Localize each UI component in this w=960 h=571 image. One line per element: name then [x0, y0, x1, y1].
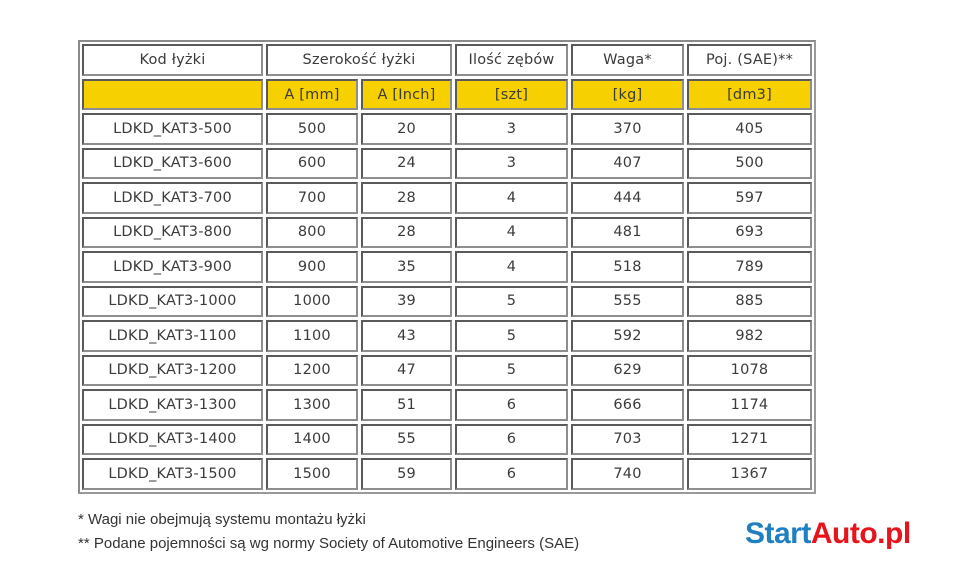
- cell-width-mm: 1000: [266, 286, 358, 318]
- footnotes: [78, 508, 579, 556]
- cell-teeth: 6: [455, 458, 568, 490]
- unit-width-inch: A [Inch]: [361, 79, 452, 110]
- unit-width-mm: A [mm]: [266, 79, 358, 110]
- header-bucket-code: Kod łyżki: [82, 44, 263, 76]
- unit-teeth: [szt]: [455, 79, 568, 110]
- cell-teeth: 5: [455, 355, 568, 387]
- cell-width-mm: 800: [266, 217, 358, 249]
- cell-bucket-code: LDKD_KAT3-1400: [82, 424, 263, 456]
- cell-weight: 518: [571, 251, 684, 283]
- cell-weight: 407: [571, 148, 684, 180]
- table-row: [82, 251, 812, 283]
- cell-capacity: 405: [687, 113, 812, 145]
- cell-width-mm: 700: [266, 182, 358, 214]
- cell-bucket-code: LDKD_KAT3-1500: [82, 458, 263, 490]
- cell-capacity: 693: [687, 217, 812, 249]
- header-row: [82, 44, 812, 76]
- table-row: [82, 182, 812, 214]
- footnote-weight: * Wagi nie obejmują systemu montażu łyżki: [78, 511, 366, 528]
- cell-bucket-code: LDKD_KAT3-1000: [82, 286, 263, 318]
- cell-capacity: 1174: [687, 389, 812, 421]
- cell-teeth: 5: [455, 320, 568, 352]
- table-row: [82, 320, 812, 352]
- cell-bucket-code: LDKD_KAT3-1200: [82, 355, 263, 387]
- cell-capacity: 597: [687, 182, 812, 214]
- cell-width-inch: 55: [361, 424, 452, 456]
- cell-capacity: 500: [687, 148, 812, 180]
- cell-width-inch: 28: [361, 217, 452, 249]
- cell-capacity: 789: [687, 251, 812, 283]
- table-row: [82, 148, 812, 180]
- cell-width-mm: 900: [266, 251, 358, 283]
- cell-width-inch: 35: [361, 251, 452, 283]
- cell-teeth: 6: [455, 389, 568, 421]
- cell-teeth: 3: [455, 113, 568, 145]
- cell-width-mm: 1200: [266, 355, 358, 387]
- cell-width-inch: 24: [361, 148, 452, 180]
- cell-bucket-code: LDKD_KAT3-700: [82, 182, 263, 214]
- table-row: [82, 113, 812, 145]
- header-teeth-count: Ilość zębów: [455, 44, 568, 76]
- cell-teeth: 5: [455, 286, 568, 318]
- bucket-spec-table: [79, 41, 815, 493]
- cell-width-inch: 51: [361, 389, 452, 421]
- table-row: [82, 355, 812, 387]
- cell-weight: 592: [571, 320, 684, 352]
- cell-teeth: 4: [455, 217, 568, 249]
- cell-weight: 444: [571, 182, 684, 214]
- table-row: [82, 424, 812, 456]
- cell-capacity: 1271: [687, 424, 812, 456]
- header-capacity: Poj. (SAE)**: [687, 44, 812, 76]
- cell-weight: 370: [571, 113, 684, 145]
- cell-teeth: 3: [455, 148, 568, 180]
- units-row: [82, 79, 812, 110]
- cell-capacity: 1367: [687, 458, 812, 490]
- cell-bucket-code: LDKD_KAT3-800: [82, 217, 263, 249]
- table-row: [82, 286, 812, 318]
- table-row: [82, 389, 812, 421]
- cell-teeth: 4: [455, 182, 568, 214]
- cell-width-inch: 47: [361, 355, 452, 387]
- cell-capacity: 885: [687, 286, 812, 318]
- cell-weight: 740: [571, 458, 684, 490]
- cell-weight: 703: [571, 424, 684, 456]
- cell-weight: 555: [571, 286, 684, 318]
- cell-width-mm: 500: [266, 113, 358, 145]
- unit-capacity: [dm3]: [687, 79, 812, 110]
- cell-width-mm: 1100: [266, 320, 358, 352]
- logo-part-auto: Auto.pl: [810, 517, 911, 550]
- cell-teeth: 4: [455, 251, 568, 283]
- cell-bucket-code: LDKD_KAT3-900: [82, 251, 263, 283]
- cell-width-mm: 1400: [266, 424, 358, 456]
- cell-weight: 629: [571, 355, 684, 387]
- cell-bucket-code: LDKD_KAT3-1300: [82, 389, 263, 421]
- cell-width-inch: 43: [361, 320, 452, 352]
- cell-capacity: 982: [687, 320, 812, 352]
- footnote-capacity: ** Podane pojemności są wg normy Society of Automotive Engineers (SAE): [78, 535, 580, 552]
- cell-weight: 481: [571, 217, 684, 249]
- startauto-logo: [745, 517, 911, 551]
- cell-width-inch: 39: [361, 286, 452, 318]
- unit-weight: [kg]: [571, 79, 684, 110]
- cell-weight: 666: [571, 389, 684, 421]
- table-row: [82, 217, 812, 249]
- header-bucket-width: Szerokość łyżki: [266, 44, 452, 76]
- cell-bucket-code: LDKD_KAT3-1100: [82, 320, 263, 352]
- cell-capacity: 1078: [687, 355, 812, 387]
- header-weight: Waga*: [571, 44, 684, 76]
- unit-bucket-code: [82, 79, 263, 110]
- cell-teeth: 6: [455, 424, 568, 456]
- cell-width-mm: 600: [266, 148, 358, 180]
- cell-width-mm: 1500: [266, 458, 358, 490]
- cell-width-inch: 28: [361, 182, 452, 214]
- spec-table-frame: [78, 40, 816, 494]
- cell-bucket-code: LDKD_KAT3-600: [82, 148, 263, 180]
- cell-bucket-code: LDKD_KAT3-500: [82, 113, 263, 145]
- cell-width-mm: 1300: [266, 389, 358, 421]
- cell-width-inch: 59: [361, 458, 452, 490]
- logo-part-start: Start: [745, 517, 811, 550]
- cell-width-inch: 20: [361, 113, 452, 145]
- table-row: [82, 458, 812, 490]
- table-body: [82, 113, 812, 490]
